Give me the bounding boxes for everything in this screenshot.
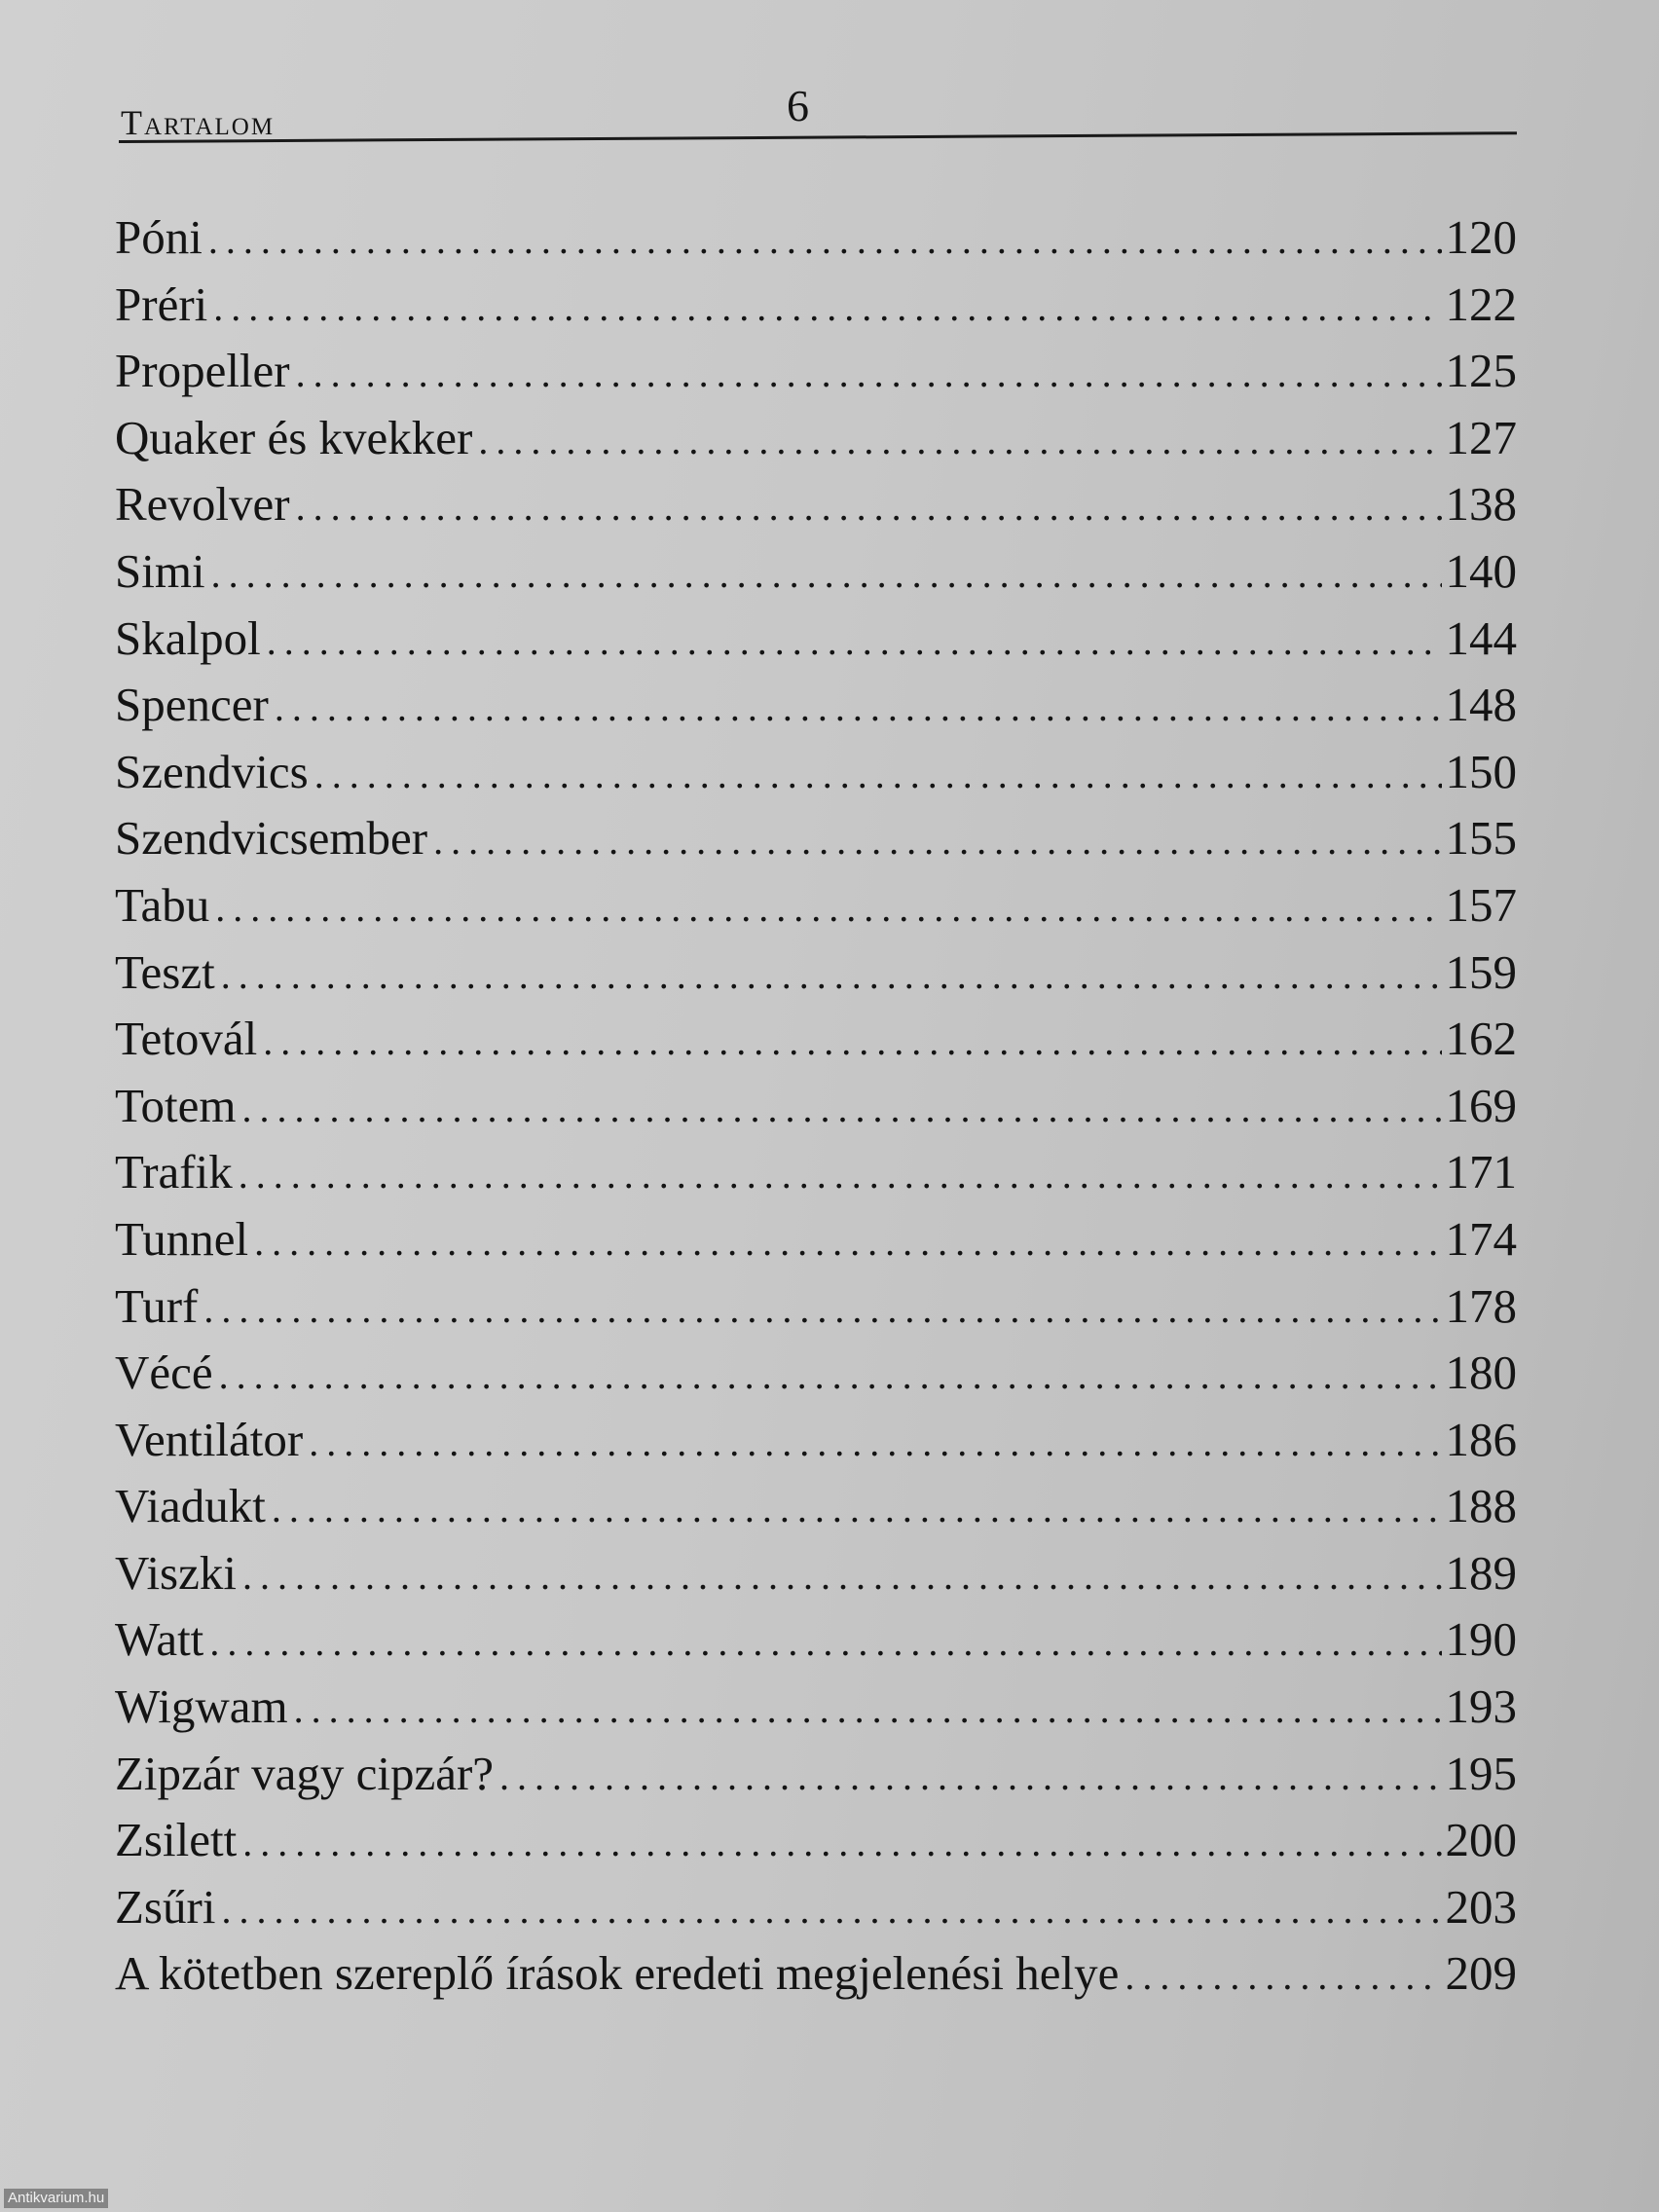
toc-entry-page: 190 [1445, 1612, 1517, 1667]
toc-entry-page: 189 [1445, 1545, 1517, 1600]
toc-entry-title: Zsilett [115, 1813, 238, 1867]
toc-dot-leader [1124, 1943, 1441, 2009]
toc-entry [115, 672, 1517, 739]
toc-entry-page: 193 [1445, 1679, 1517, 1734]
toc-entry-title: Skalpol [115, 610, 261, 665]
toc-dot-leader [215, 875, 1441, 941]
toc-entry-title: Trafik [115, 1145, 233, 1199]
toc-dot-leader [209, 1609, 1441, 1676]
toc-entry-page: 162 [1445, 1012, 1517, 1066]
toc-entry [115, 1073, 1517, 1140]
toc-entry-title: Szendvicsember [115, 811, 428, 866]
toc-dot-leader [309, 1410, 1441, 1476]
toc-entry-title: Tetovál [115, 1012, 258, 1066]
toc-entry [115, 1139, 1517, 1206]
toc-entry [115, 1273, 1517, 1341]
table-of-contents [115, 204, 1517, 2008]
toc-entry [115, 1340, 1517, 1407]
toc-entry [115, 1473, 1517, 1540]
toc-dot-leader [203, 1276, 1441, 1343]
toc-entry-title: Wigwam [115, 1679, 288, 1734]
toc-entry-title: Zipzár vagy cipzár? [115, 1746, 495, 1800]
toc-entry [115, 538, 1517, 606]
toc-entry-page: 188 [1445, 1479, 1517, 1533]
toc-entry-page: 200 [1445, 1813, 1517, 1867]
toc-entry-page: 138 [1445, 477, 1517, 532]
toc-entry-title: Revolver [115, 477, 290, 532]
toc-entry [115, 1874, 1517, 1941]
toc-entry-page: 178 [1445, 1278, 1517, 1333]
toc-dot-leader [219, 1343, 1442, 1409]
toc-entry-page: 174 [1445, 1211, 1517, 1266]
toc-entry-title: Teszt [115, 944, 215, 999]
toc-entry-title: A kötetben szereplő írások eredeti megjelenési helye [115, 1946, 1120, 2001]
toc-entry [115, 272, 1517, 339]
toc-entry [115, 1940, 1517, 2008]
toc-dot-leader [242, 1810, 1441, 1876]
toc-entry-title: Ventilátor [115, 1412, 304, 1466]
toc-dot-leader [242, 1543, 1442, 1609]
toc-entry [115, 405, 1517, 472]
toc-entry [115, 1606, 1517, 1674]
toc-dot-leader [296, 341, 1442, 407]
toc-entry [115, 1674, 1517, 1741]
toc-entry [115, 471, 1517, 538]
toc-dot-leader [478, 408, 1441, 474]
toc-entry-page: 180 [1445, 1346, 1517, 1400]
toc-entry-page: 157 [1445, 877, 1517, 932]
toc-dot-leader [294, 1677, 1442, 1743]
toc-entry-page: 186 [1445, 1412, 1517, 1466]
toc-entry [115, 606, 1517, 673]
toc-entry [115, 739, 1517, 806]
toc-entry-page: 127 [1445, 410, 1517, 464]
toc-entry [115, 204, 1517, 272]
toc-dot-leader [208, 207, 1442, 274]
site-watermark: Antikvarium.hu [4, 2189, 108, 2208]
toc-dot-leader [242, 1076, 1442, 1142]
toc-entry-title: Szendvics [115, 744, 309, 798]
toc-entry-title: Viadukt [115, 1479, 266, 1533]
toc-entry-title: Vécé [115, 1346, 213, 1400]
toc-entry [115, 1540, 1517, 1607]
toc-entry-title: Watt [115, 1612, 204, 1667]
toc-dot-leader [272, 1476, 1442, 1542]
toc-entry-page: 144 [1445, 610, 1517, 665]
toc-entry [115, 940, 1517, 1007]
toc-entry-page: 140 [1445, 543, 1517, 598]
toc-entry-page: 209 [1445, 1946, 1517, 2001]
toc-entry-page: 148 [1445, 678, 1517, 732]
toc-entry-page: 125 [1445, 344, 1517, 398]
toc-entry-page: 169 [1445, 1078, 1517, 1132]
toc-dot-leader [499, 1744, 1441, 1810]
toc-entry [115, 1741, 1517, 1808]
toc-entry-page: 150 [1445, 744, 1517, 798]
toc-entry-page: 203 [1445, 1879, 1517, 1934]
toc-entry-title: Préri [115, 276, 208, 331]
toc-entry [115, 872, 1517, 940]
toc-entry [115, 1407, 1517, 1474]
toc-entry [115, 1807, 1517, 1874]
toc-entry-title: Propeller [115, 344, 290, 398]
toc-dot-leader [254, 1209, 1441, 1275]
toc-dot-leader [314, 742, 1442, 808]
toc-entry-page: 159 [1445, 944, 1517, 999]
toc-entry-title: Tunnel [115, 1211, 249, 1266]
toc-dot-leader [275, 675, 1442, 741]
toc-dot-leader [221, 1877, 1441, 1943]
toc-entry-page: 195 [1445, 1746, 1517, 1800]
toc-entry-title: Simi [115, 543, 205, 598]
toc-entry [115, 338, 1517, 405]
toc-dot-leader [221, 942, 1442, 1009]
toc-entry [115, 1206, 1517, 1273]
toc-entry-title: Spencer [115, 678, 269, 732]
toc-entry-title: Tabu [115, 877, 210, 932]
toc-entry-page: 155 [1445, 811, 1517, 866]
toc-entry-title: Póni [115, 210, 203, 264]
page-number: 6 [787, 81, 809, 130]
toc-entry-title: Quaker és kvekker [115, 410, 473, 464]
toc-dot-leader [263, 1009, 1441, 1075]
toc-entry [115, 805, 1517, 872]
toc-entry-title: Turf [115, 1278, 199, 1333]
toc-entry-page: 171 [1445, 1145, 1517, 1199]
toc-dot-leader [213, 275, 1441, 341]
toc-entry-title: Totem [115, 1078, 237, 1132]
toc-entry-title: Zsűri [115, 1879, 216, 1934]
toc-dot-leader [296, 474, 1442, 540]
toc-entry [115, 1006, 1517, 1073]
toc-entry-page: 122 [1445, 276, 1517, 331]
header-rule [119, 131, 1517, 143]
toc-dot-leader [211, 541, 1442, 608]
toc-dot-leader [433, 808, 1441, 874]
toc-entry-title: Viszki [115, 1545, 237, 1600]
running-head: Tartalom [121, 103, 276, 142]
toc-dot-leader [239, 1142, 1442, 1208]
toc-entry-page: 120 [1445, 210, 1517, 264]
toc-dot-leader [267, 608, 1442, 675]
